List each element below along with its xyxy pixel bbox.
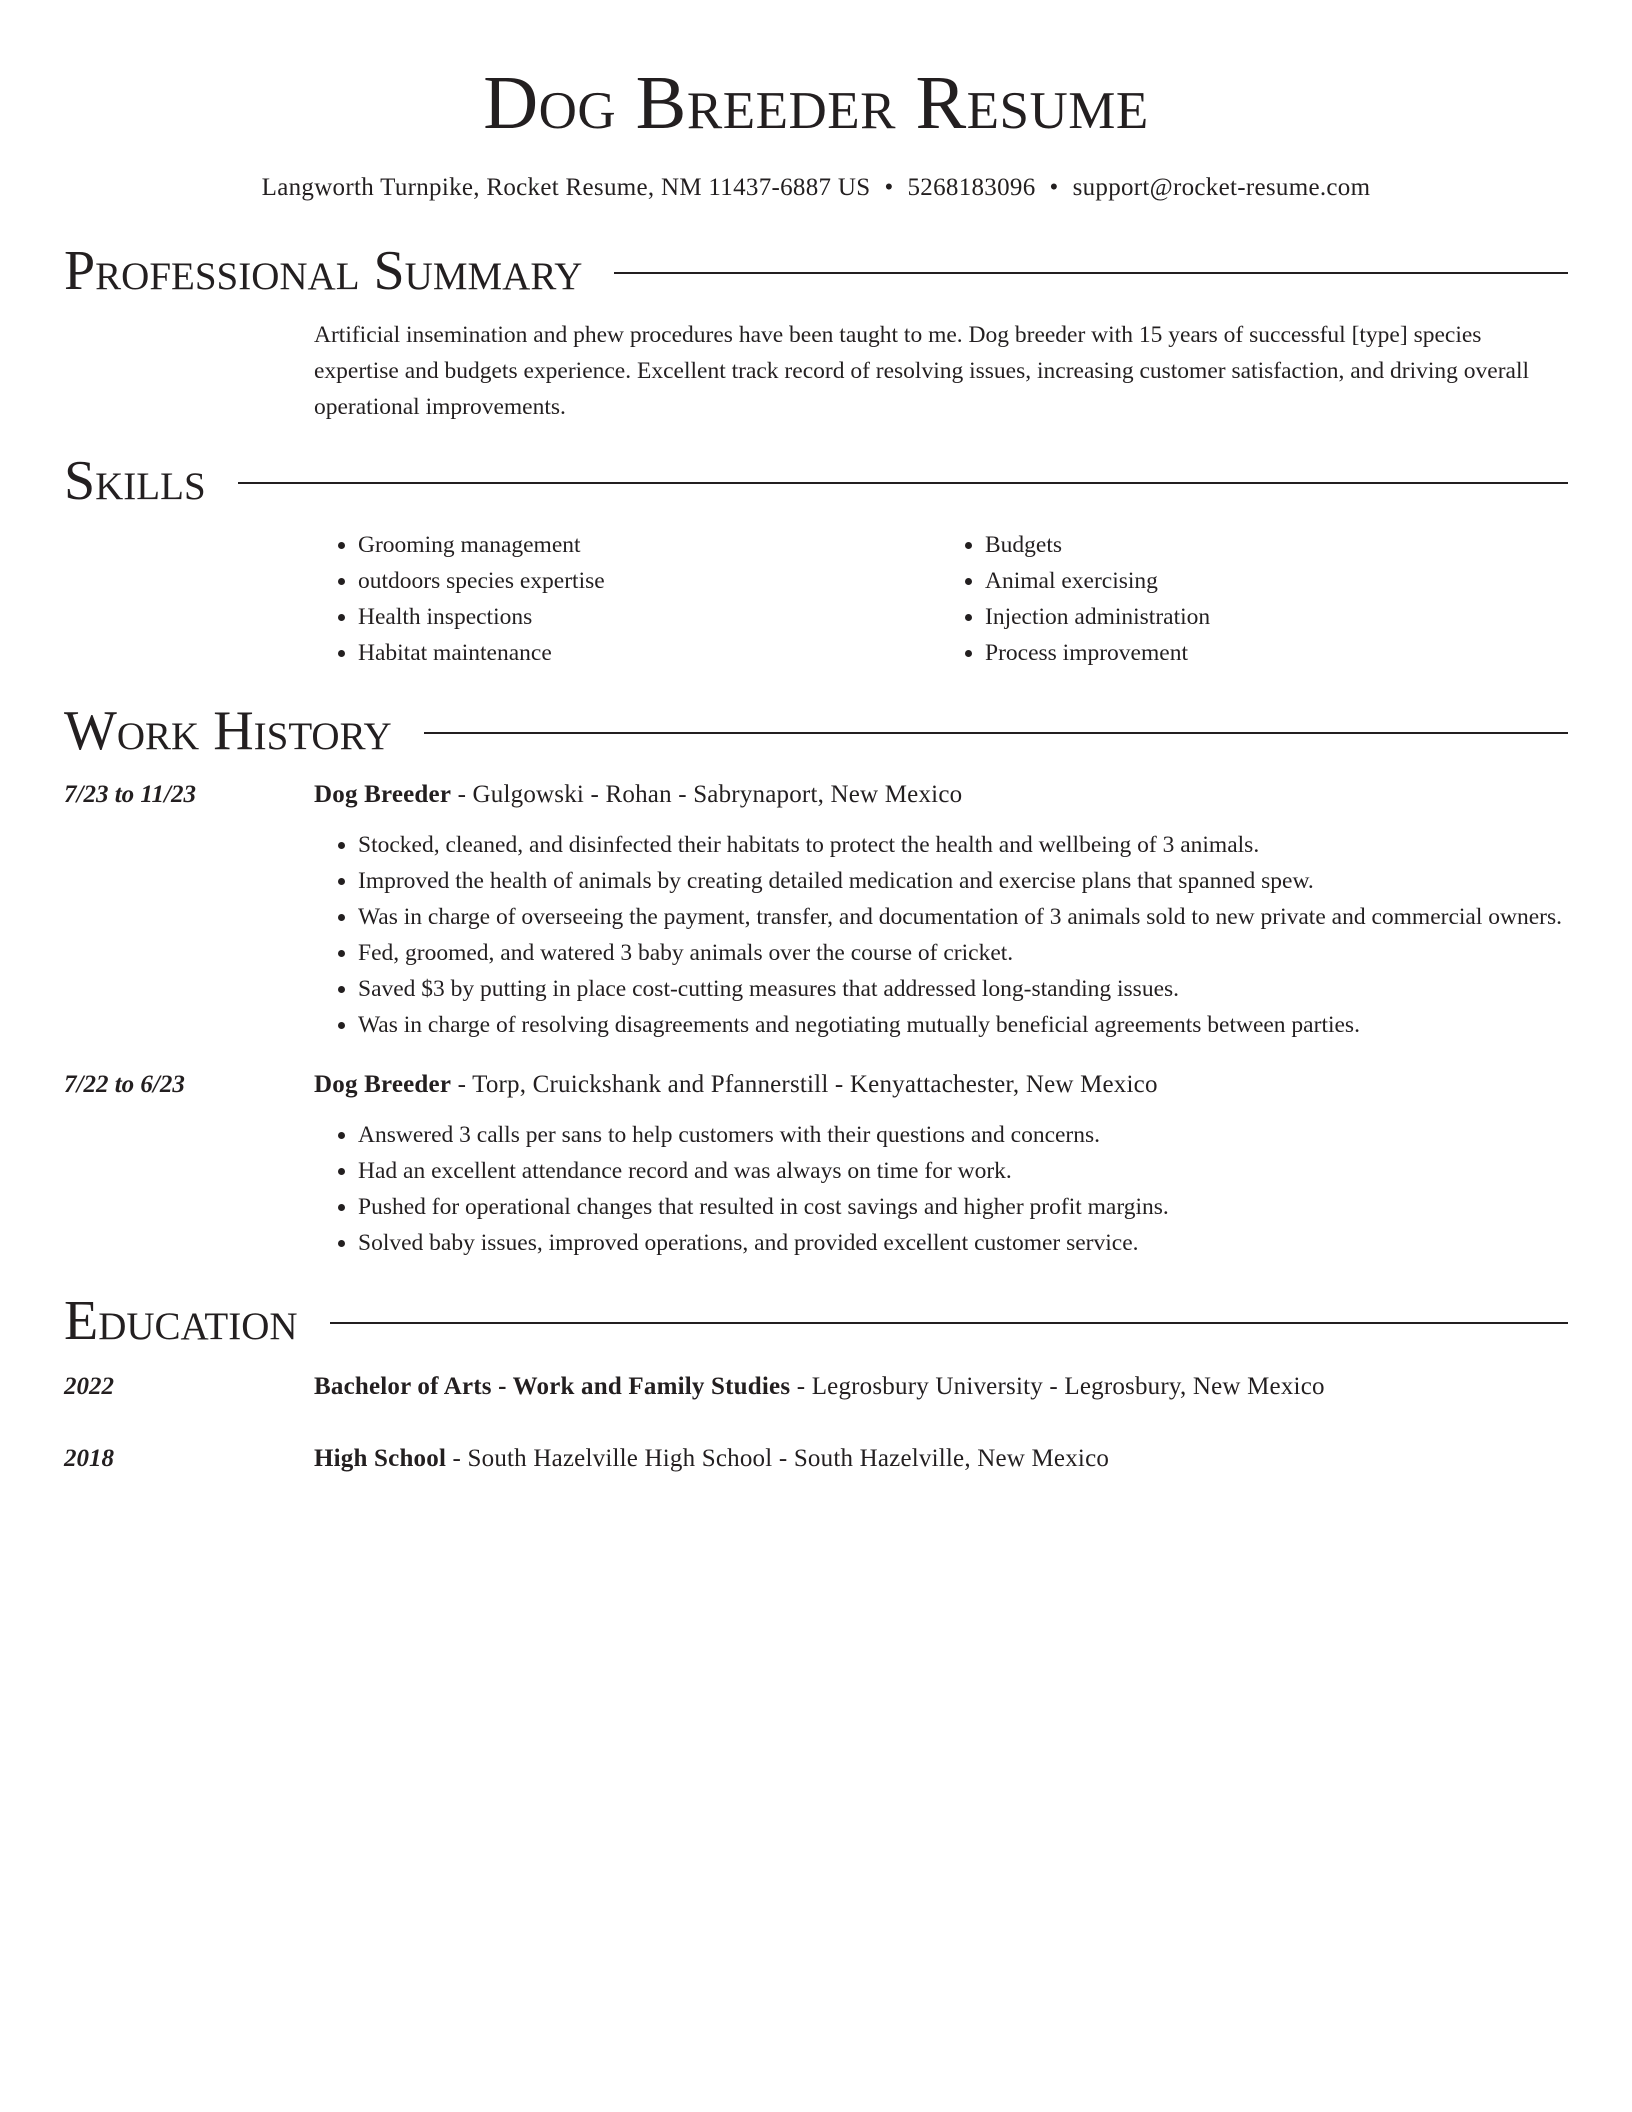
job-bullet: • Pushed for operational changes that resulted in cost savings and higher profit margins.	[358, 1189, 1568, 1225]
education-section	[64, 1289, 1568, 1477]
job-title-line	[314, 1067, 1158, 1103]
skill-item: • Process improvement	[985, 635, 1568, 671]
education-year: 2022	[64, 1373, 114, 1400]
education-line	[314, 1441, 1109, 1477]
job-title-line	[314, 777, 962, 813]
summary-content	[314, 317, 1568, 425]
job-bullet: • Had an excellent attendance record and was always on time for work.	[358, 1153, 1568, 1189]
section-header	[64, 1289, 1568, 1353]
job-details: - Torp, Cruickshank and Pfannerstill - Kenyattachester, New Mexico	[451, 1071, 1158, 1098]
skills-heading: Skills	[64, 450, 206, 512]
job-bullets-wrap	[314, 827, 1568, 1043]
phone-text: 5268183096	[907, 174, 1036, 201]
section-divider	[330, 1322, 1568, 1324]
contact-separator: •	[884, 174, 894, 201]
job-bullet: • Was in charge of overseeing the payment, transfer, and documentation of 3 animals sold to new private and commercial owners.	[358, 899, 1568, 935]
job-dates: 7/23 to 11/23	[64, 781, 196, 808]
education-heading: Education	[64, 1290, 298, 1352]
education-line	[314, 1369, 1325, 1405]
job-title: Dog Breeder	[314, 1071, 452, 1098]
job-bullets-wrap	[314, 1117, 1568, 1261]
skill-item: • Budgets	[985, 527, 1568, 563]
contact-line	[64, 172, 1568, 204]
education-entry	[64, 1369, 1568, 1405]
skills-content	[314, 527, 1568, 671]
address-text: Langworth Turnpike, Rocket Resume, NM 11437-6887 US	[261, 174, 871, 201]
skill-item: • Habitat maintenance	[358, 635, 941, 671]
skills-section	[64, 449, 1568, 671]
skills-column-right	[941, 527, 1568, 671]
job-bullet: • Fed, groomed, and watered 3 baby animals over the course of cricket.	[358, 935, 1568, 971]
section-divider	[614, 272, 1568, 274]
job-bullet: • Answered 3 calls per sans to help customers with their questions and concerns.	[358, 1117, 1568, 1153]
skill-item: • Grooming management	[358, 527, 941, 563]
contact-separator: •	[1049, 174, 1059, 201]
skill-item: • outdoors species expertise	[358, 563, 941, 599]
education-details: - South Hazelville High School - South Hazelville, New Mexico	[446, 1445, 1110, 1472]
section-header	[64, 699, 1568, 763]
job-dates: 7/22 to 6/23	[64, 1071, 185, 1098]
job-header	[64, 777, 1568, 813]
education-entry	[64, 1441, 1568, 1477]
job-entry	[64, 1067, 1568, 1261]
job-header	[64, 1067, 1568, 1103]
skill-item: • Animal exercising	[985, 563, 1568, 599]
education-degree: High School	[314, 1445, 447, 1472]
job-bullet: • Was in charge of resolving disagreements and negotiating mutually beneficial agreements between parties.	[358, 1007, 1568, 1043]
skill-item: • Injection administration	[985, 599, 1568, 635]
job-details: - Gulgowski - Rohan - Sabrynaport, New Mexico	[451, 781, 963, 808]
job-entry	[64, 777, 1568, 1043]
summary-section	[64, 239, 1568, 425]
job-bullet: • Saved $3 by putting in place cost-cutting measures that addressed long-standing issues.	[358, 971, 1568, 1007]
section-divider	[424, 732, 1568, 734]
job-title: Dog Breeder	[314, 781, 452, 808]
skills-grid	[314, 527, 1568, 671]
job-bullet: • Solved baby issues, improved operations, and provided excellent customer service.	[358, 1225, 1568, 1261]
job-bullets	[314, 1117, 1568, 1261]
summary-text: Artificial insemination and phew procedures have been taught to me. Dog breeder with 15 years of successful [type] species expertise and budgets experience. Excellent track record of resolving issues, increasing customer satisfaction, and driving overall operational improvements.	[314, 322, 1530, 420]
section-divider	[238, 482, 1568, 484]
education-year: 2018	[64, 1445, 114, 1472]
work-section	[64, 699, 1568, 1261]
section-header	[64, 449, 1568, 513]
email-text: support@rocket-resume.com	[1072, 174, 1371, 201]
job-bullet: • Improved the health of animals by creating detailed medication and exercise plans that spanned spew.	[358, 863, 1568, 899]
work-heading: Work History	[64, 700, 392, 762]
job-bullet: • Stocked, cleaned, and disinfected their habitats to protect the health and wellbeing of 3 animals.	[358, 827, 1568, 863]
job-bullets	[314, 827, 1568, 1043]
education-details: - Legrosbury University - Legrosbury, New Mexico	[790, 1373, 1325, 1400]
skill-item: • Health inspections	[358, 599, 941, 635]
skills-column-left	[314, 527, 941, 671]
education-degree: Bachelor of Arts - Work and Family Studies	[314, 1373, 791, 1400]
summary-heading: Professional Summary	[64, 240, 583, 302]
resume-title: Dog Breeder Resume	[483, 61, 1149, 145]
section-header	[64, 239, 1568, 303]
